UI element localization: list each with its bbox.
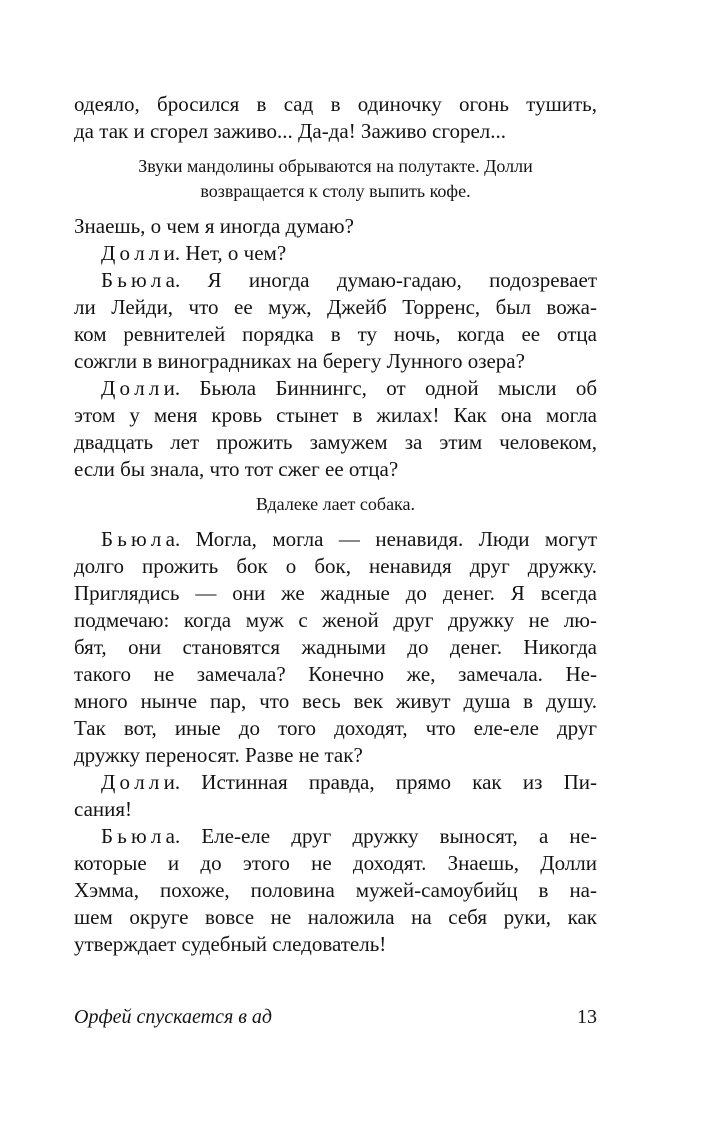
text-line: Б ь ю л а. Еле-еле друг дружку выносят, а не-: [101, 824, 597, 848]
text-line: Знаешь, о чем я иногда думаю?: [74, 214, 354, 238]
text-line: да так и сгорел заживо... Да-да! Заживо сгорел...: [74, 119, 507, 143]
text-line: одеяло, бросился в сад в одиночку огонь тушить,: [74, 92, 597, 116]
text-line: Так вот, иные до того доходят, что еле-еле друг: [74, 716, 597, 740]
text-line: шем округе вовсе не наложила на себя руки, как: [74, 905, 597, 929]
text-line: бят, они становятся жадными до денег. Никогда: [74, 635, 597, 659]
text-line: Д о л л и. Истинная правда, прямо как из Пи-: [101, 770, 597, 794]
text-line: двадцать лет прожить замужем за этим человеком,: [74, 430, 597, 454]
text-paragraph: [74, 240, 597, 267]
stage-direction-line: Вдалеке лает собака.: [255, 494, 416, 514]
text-line: если бы знала, что тот сжег ее отца?: [74, 457, 399, 481]
text-line: Д о л л и. Бьюла Биннингс, от одной мысли об: [101, 376, 597, 400]
text-line: много нынче пар, что весь век живут душа в душу.: [74, 689, 597, 713]
text-block: [74, 91, 597, 958]
text-line: такого не замечала? Конечно же, замечала. Не-: [74, 662, 597, 686]
page-footer: [74, 1005, 597, 1029]
text-line: Хэмма, похоже, половина мужей-самоубийц в на-: [74, 878, 597, 902]
text-paragraph: [74, 823, 597, 958]
stage-direction: [74, 154, 597, 204]
text-line: утверждает судебный следователь!: [74, 932, 387, 956]
text-line: этом у меня кровь стынет в жилах! Как она могла: [74, 403, 597, 427]
text-line: сания!: [74, 797, 133, 821]
text-paragraph: [74, 91, 597, 145]
text-paragraph: [74, 375, 597, 483]
text-line: Д о л л и. Нет, о чем?: [101, 241, 287, 265]
text-line: Приглядись — они же жадные до денег. Я всегда: [74, 581, 597, 605]
stage-direction-line: Звуки мандолины обрываются на полутакте. Долли: [138, 156, 533, 176]
text-paragraph: [74, 213, 597, 240]
text-line: которые и до этого не доходят. Знаешь, Долли: [74, 851, 597, 875]
text-line: дружку переносят. Разве не так?: [74, 743, 363, 767]
footer-page-number: 13: [577, 1006, 597, 1028]
text-paragraph: [74, 267, 597, 375]
text-line: ли Лейди, что ее муж, Джейб Торренс, был вожа-: [74, 295, 597, 319]
text-line: Б ь ю л а. Я иногда думаю-гадаю, подозревает: [101, 268, 597, 292]
text-line: сожгли в виноградниках на берегу Лунного озера?: [74, 349, 525, 373]
text-line: долго прожить бок о бок, ненавидя друг дружку.: [74, 554, 597, 578]
text-paragraph: [74, 769, 597, 823]
text-line: Б ь ю л а. Могла, могла — ненавидя. Люди могут: [101, 527, 597, 551]
text-paragraph: [74, 526, 597, 769]
text-line: подмечаю: когда муж с женой друг дружку не лю-: [74, 608, 597, 632]
stage-direction-line: возвращается к столу выпить кофе.: [200, 181, 471, 201]
text-line: ком ревнителей порядка в ту ночь, когда ее отца: [74, 322, 597, 346]
footer-book-title: Орфей спускается в ад: [74, 1006, 273, 1028]
stage-direction: [74, 492, 597, 517]
